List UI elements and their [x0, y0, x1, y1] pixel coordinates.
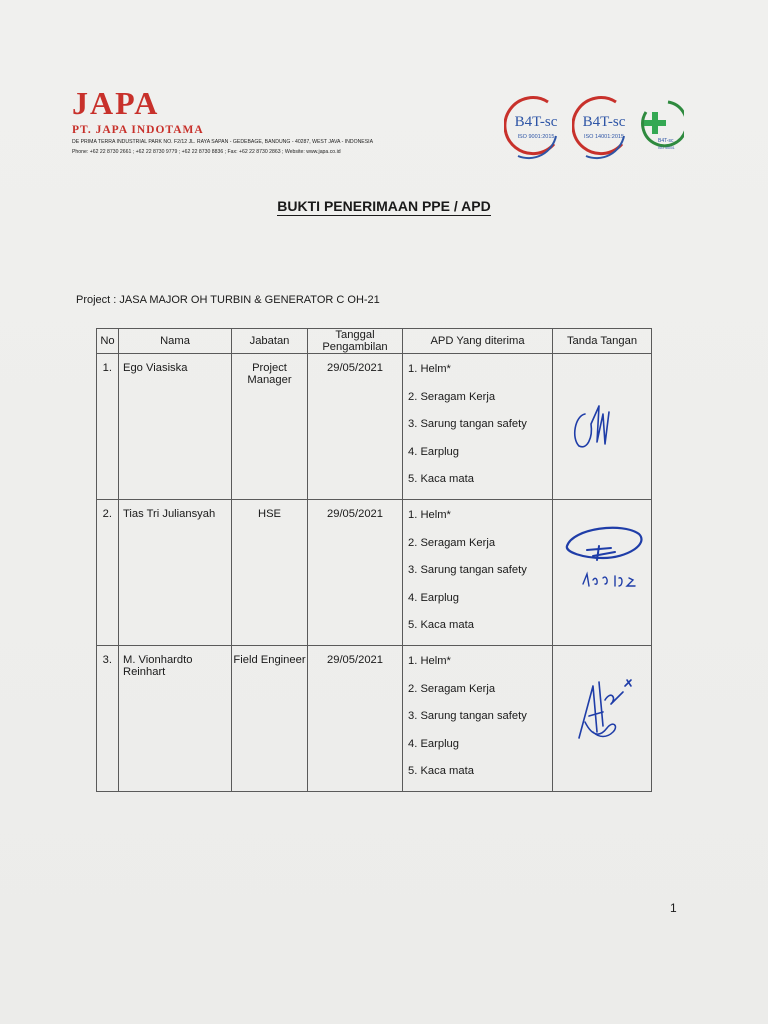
- apd-item: 4. Earplug: [408, 591, 459, 604]
- row-no: 2.: [97, 500, 119, 646]
- iso-9001-badge: [504, 92, 564, 168]
- table-header-row: [97, 329, 652, 354]
- cert-standard: ISO 45001: [658, 146, 675, 150]
- document-title-text: BUKTI PENERIMAAN PPE / APD: [277, 198, 491, 214]
- cert-standard: ISO 14001:2015: [583, 134, 625, 140]
- header-nama: Nama: [119, 329, 232, 354]
- header-apd: APD Yang diterima: [403, 329, 553, 354]
- row-apd-list: [403, 646, 553, 792]
- row-apd-list: [403, 354, 553, 500]
- row-tanggal: 29/05/2021: [308, 500, 403, 646]
- certificate-ring-icon: [572, 92, 632, 168]
- company-name: PT. JAPA INDOTAMA: [72, 124, 204, 136]
- document-title: [0, 198, 768, 214]
- apd-item: 3. Sarung tangan safety: [408, 710, 527, 722]
- apd-item: 4. Earplug: [408, 737, 459, 750]
- header-tanda-tangan: Tanda Tangan: [553, 329, 652, 354]
- signature-tias-tri-juliansyah: [553, 500, 652, 637]
- apd-item: 3. Sarung tangan safety: [408, 418, 527, 430]
- row-nama: Tias Tri Juliansyah: [119, 500, 232, 646]
- apd-item: 3. Sarung tangan safety: [408, 564, 527, 576]
- cert-label: B4T-sc: [658, 138, 674, 144]
- apd-item: 5. Kaca mata: [408, 765, 474, 777]
- apd-item: 1. Helm*: [408, 655, 451, 667]
- header-tanggal: Tanggal Pengambilan: [308, 329, 403, 354]
- company-address: DE PRIMA TERRA INDUSTRIAL PARK NO. F2/12 JL. RAYA SAPAN - GEDEBAGE, BANDUNG - 40287, WEST JAVA - INDONESIA: [72, 139, 374, 145]
- page-number: 1: [670, 901, 677, 915]
- signature-ego-viasiska: [553, 354, 652, 491]
- header-jabatan: Jabatan: [232, 329, 308, 354]
- apd-item: 5. Kaca mata: [408, 473, 474, 485]
- apd-item: 5. Kaca mata: [408, 619, 474, 631]
- table-row: [97, 500, 652, 646]
- apd-item: 2. Seragam Kerja: [408, 536, 496, 549]
- row-tanggal: 29/05/2021: [308, 354, 403, 500]
- row-no: 1.: [97, 354, 119, 500]
- company-contact: Phone: +62 22 8730 2661 ; +62 22 8730 9779 ; +62 22 8730 8836 ; Fax: +62 22 8730 2863 ; Website: www.japa.co.id: [72, 149, 341, 155]
- safety-cross-icon: [636, 92, 684, 168]
- apd-item: 1. Helm*: [408, 509, 451, 521]
- row-apd-list: [403, 500, 553, 646]
- iso-14001-badge: [572, 92, 632, 168]
- company-letterhead: [72, 86, 399, 156]
- company-logo: JAPA: [72, 85, 160, 121]
- signature-cell: [553, 646, 652, 792]
- cert-label: B4T-sc: [582, 114, 626, 130]
- iso-45001-badge: [636, 92, 684, 168]
- row-jabatan: HSE: [232, 500, 308, 646]
- apd-item: 2. Seragam Kerja: [408, 390, 496, 403]
- table-row: [97, 646, 652, 792]
- cert-standard: ISO 9001:2015: [517, 134, 555, 140]
- cert-label: B4T-sc: [514, 114, 558, 130]
- apd-item: 1. Helm*: [408, 363, 451, 375]
- certification-logos: [504, 92, 684, 168]
- table-row: [97, 354, 652, 500]
- certificate-ring-icon: [504, 92, 564, 168]
- signature-cell: [553, 500, 652, 646]
- row-no: 3.: [97, 646, 119, 792]
- apd-item: 2. Seragam Kerja: [408, 682, 496, 695]
- header-no: No: [97, 329, 119, 354]
- apd-item: 4. Earplug: [408, 445, 459, 458]
- row-nama: Ego Viasiska: [119, 354, 232, 500]
- row-tanggal: 29/05/2021: [308, 646, 403, 792]
- row-nama: M. Vionhardto Reinhart: [119, 646, 232, 792]
- row-jabatan: Field Engineer: [232, 646, 308, 792]
- project-label: Project : JASA MAJOR OH TURBIN & GENERATOR C OH-21: [76, 294, 380, 306]
- row-jabatan: Project Manager: [232, 354, 308, 500]
- signature-vionhardto-reinhart: [553, 646, 652, 783]
- ppe-receipt-table: [96, 328, 652, 792]
- signature-cell: [553, 354, 652, 500]
